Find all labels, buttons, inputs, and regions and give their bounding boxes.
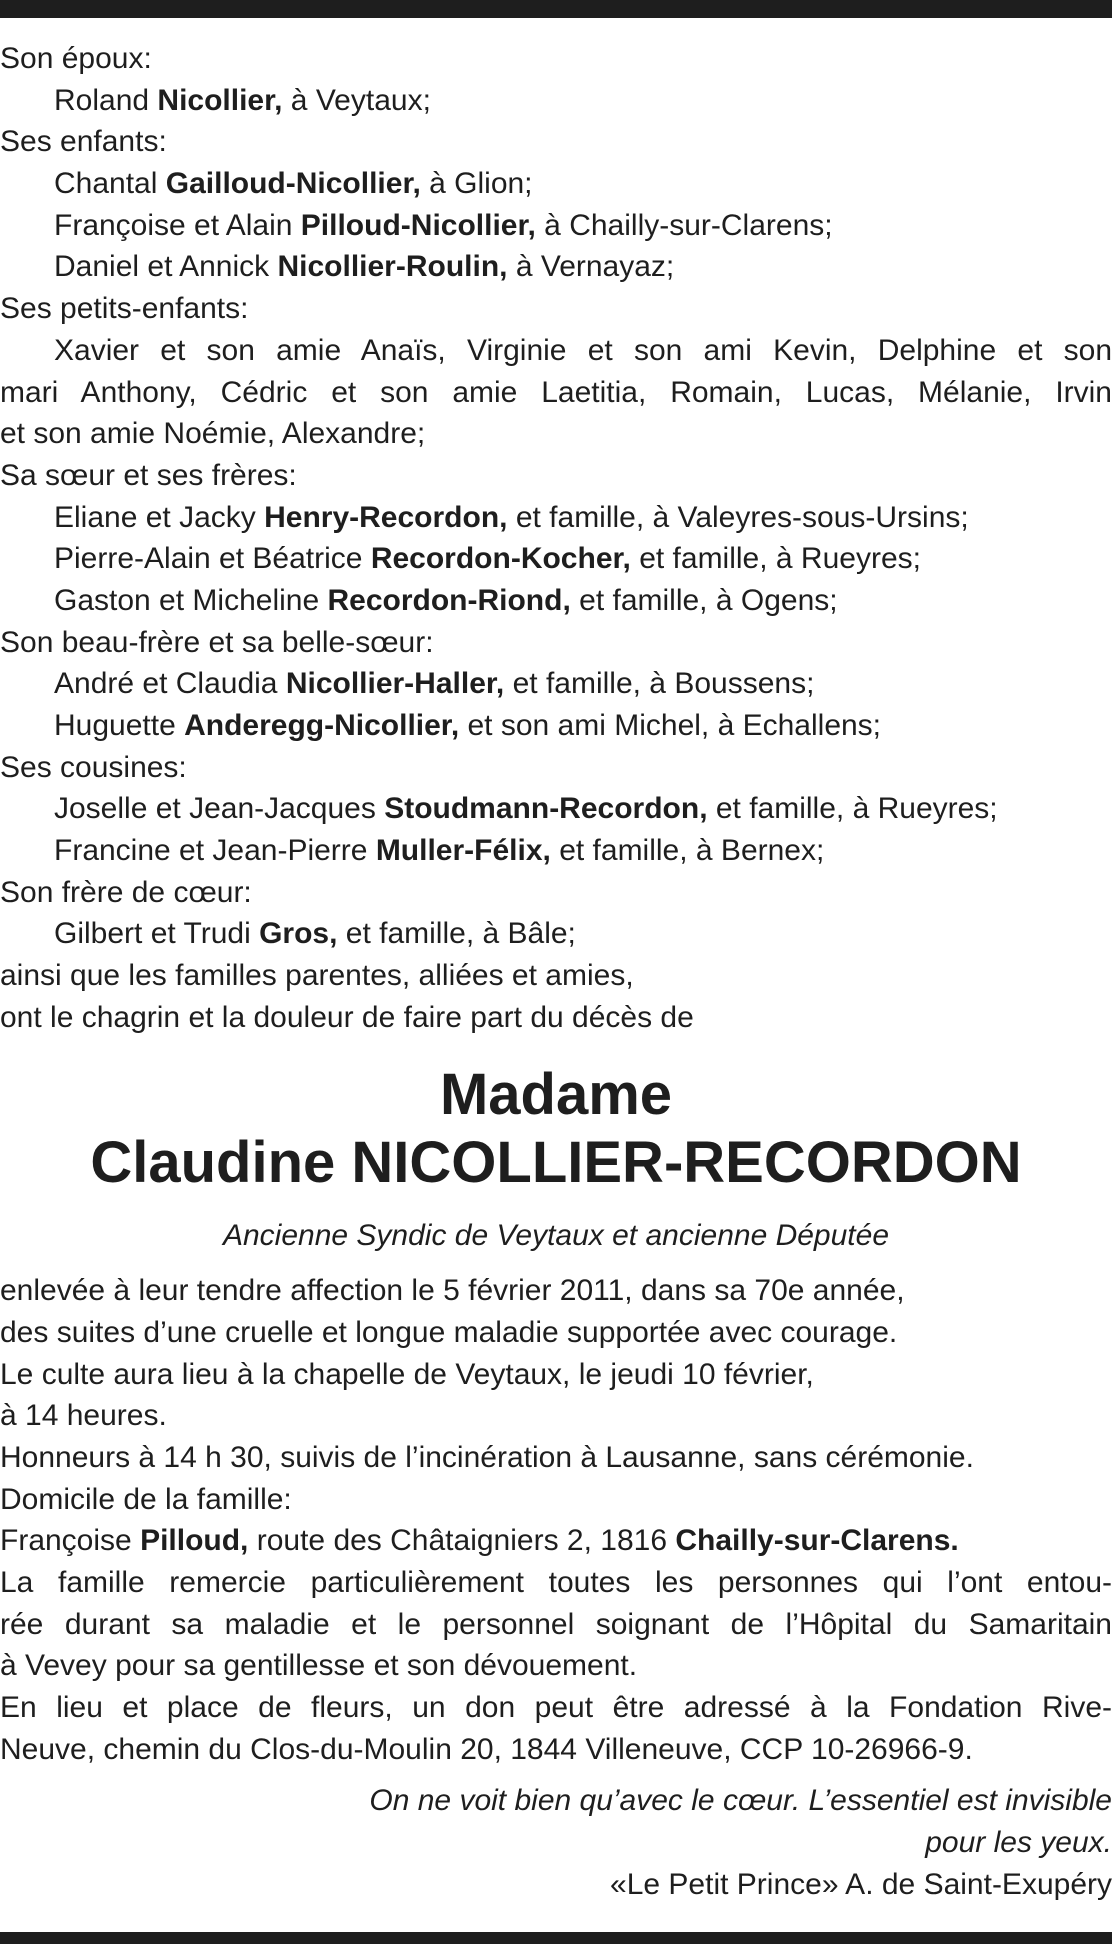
family-member-line: [0, 955, 1112, 997]
detail-line: [0, 1604, 1112, 1646]
text: Xavier et son amie Anaïs, Virginie et son ami Kevin, Delphine et son: [54, 333, 1112, 367]
text: et famille, à Rueyres;: [707, 792, 998, 826]
detail-line: [0, 1395, 1112, 1437]
text: à Vevey pour sa gentillesse et son dévouement.: [0, 1649, 638, 1683]
name-bold: Chailly-sur-Clarens.: [675, 1524, 959, 1558]
family-member-line: [0, 246, 1112, 288]
text: enlevée à leur tendre affection le 5 février 2011, dans sa 70e année,: [0, 1274, 905, 1308]
text: Francine et Jean-Pierre: [54, 834, 376, 868]
section-heading: Son beau-frère et sa belle-sœur:: [0, 625, 434, 659]
text: mari Anthony, Cédric et son amie Laetitia, Romain, Lucas, Mélanie, Irvin: [0, 375, 1112, 409]
text: et famille, à Ogens;: [570, 583, 838, 617]
family-member-line: [0, 80, 1112, 122]
text: Eliane et Jacky: [54, 500, 265, 534]
name-bold: Gros,: [259, 917, 338, 951]
name-bold: Pilloud-Nicollier,: [300, 208, 536, 242]
family-member-line: [0, 497, 1112, 539]
family-member-line: [0, 663, 1112, 705]
text: à Chailly-sur-Clarens;: [535, 208, 833, 242]
detail-line: [0, 1479, 1112, 1521]
bottom-rule: [0, 1932, 1112, 1944]
text: André et Claudia: [54, 667, 286, 701]
section-heading: Son frère de cœur:: [0, 875, 252, 909]
family-member-line: [0, 788, 1112, 830]
name-bold: Muller-Félix,: [375, 834, 551, 868]
detail-line: [0, 1729, 1112, 1771]
section-heading: Ses cousines:: [0, 750, 187, 784]
text: à Veytaux;: [282, 83, 431, 117]
text: Pierre-Alain et Béatrice: [54, 542, 371, 576]
detail-line: [0, 1354, 1112, 1396]
detail-line: [0, 1437, 1112, 1479]
detail-line: [0, 1687, 1112, 1729]
text: Honneurs à 14 h 30, suivis de l’incinération à Lausanne, sans cérémonie.: [0, 1440, 974, 1474]
death-notice: [0, 38, 1112, 1906]
top-rule: [0, 0, 1112, 18]
name-bold: Nicollier-Roulin,: [277, 250, 508, 284]
text: rée durant sa maladie et le personnel soignant de l’Hôpital du Samaritain: [0, 1607, 1112, 1641]
funeral-details: [0, 1270, 1112, 1770]
name-bold: Recordon-Riond,: [327, 583, 571, 617]
text: Joselle et Jean-Jacques: [54, 792, 385, 826]
family-member-line: [0, 538, 1112, 580]
text: et famille, à Rueyres;: [630, 542, 921, 576]
detail-line: [0, 1562, 1112, 1604]
name-bold: Anderegg-Nicollier,: [184, 709, 460, 742]
name-bold: Gailloud-Nicollier,: [165, 167, 421, 201]
text: En lieu et place de fleurs, un don peut être adressé à la Fondation Rive-: [0, 1691, 1112, 1725]
text: Huguette: [54, 709, 185, 742]
quote-source: «Le Petit Prince» A. de Saint-Exupéry: [610, 1867, 1112, 1901]
text: à Glion;: [420, 167, 533, 201]
family-member-line: [0, 997, 1112, 1039]
name-bold: Henry-Recordon,: [264, 500, 508, 534]
text: Neuve, chemin du Clos-du-Moulin 20, 1844 Villeneuve, CCP 10-26966-9.: [0, 1732, 973, 1766]
name-bold: Pilloud,: [140, 1524, 249, 1558]
text: Gaston et Micheline: [54, 583, 328, 617]
deceased-title: Madame: [439, 1061, 673, 1127]
text: Chantal: [54, 167, 166, 201]
family-member-line: [0, 163, 1112, 205]
text: à Vernayaz;: [507, 250, 675, 284]
text: route des Châtaigniers 2, 1816: [248, 1524, 676, 1558]
name-bold: Nicollier-Haller,: [285, 667, 505, 701]
section-heading: Sa sœur et ses frères:: [0, 458, 297, 492]
text: et famille, à Bernex;: [550, 834, 825, 868]
detail-line: [0, 1520, 1112, 1562]
family-member-line: [0, 372, 1112, 414]
quote-line-1: On ne voit bien qu’avec le cœur. L’essentiel est invisible: [369, 1784, 1112, 1818]
text: des suites d’une cruelle et longue maladie supportée avec courage.: [0, 1315, 898, 1349]
family-member-line: [0, 705, 1112, 747]
family-member-line: [0, 580, 1112, 622]
deceased-subtitle: Ancienne Syndic de Veytaux et ancienne Députée: [222, 1218, 890, 1252]
section-heading: Son époux:: [0, 42, 152, 75]
quote-line-2: pour les yeux.: [925, 1826, 1112, 1860]
text: et son ami Michel, à Echallens;: [459, 709, 882, 742]
text: Roland: [54, 83, 158, 117]
text: Françoise et Alain: [54, 208, 301, 242]
name-bold: Recordon-Kocher,: [370, 542, 631, 576]
text: ont le chagrin et la douleur de faire part du décès de: [0, 1000, 694, 1034]
family-list: [0, 38, 1112, 1039]
text: Le culte aura lieu à la chapelle de Veytaux, le jeudi 10 février,: [0, 1357, 814, 1391]
text: Domicile de la famille:: [0, 1482, 292, 1516]
text: et son amie Noémie, Alexandre;: [0, 417, 426, 451]
name-bold: Stoudmann-Recordon,: [384, 792, 708, 826]
text: ainsi que les familles parentes, alliées et amies,: [0, 959, 634, 993]
text: La famille remercie particulièrement toutes les personnes qui l’ont entou-: [0, 1566, 1112, 1599]
text: Françoise: [0, 1524, 141, 1558]
section-heading: Ses enfants:: [0, 125, 167, 159]
text: et famille, à Bâle;: [337, 917, 576, 951]
detail-line: [0, 1312, 1112, 1354]
text: Daniel et Annick: [54, 250, 278, 284]
name-bold: Nicollier,: [157, 83, 283, 117]
text: Gilbert et Trudi: [54, 917, 260, 951]
family-member-line: [0, 913, 1112, 955]
detail-line: [0, 1645, 1112, 1687]
family-member-line: [0, 205, 1112, 247]
text: à 14 heures.: [0, 1399, 167, 1433]
family-member-line: [0, 413, 1112, 455]
section-heading: Ses petits-enfants:: [0, 292, 249, 326]
deceased-name: Claudine NICOLLIER-RECORDON: [90, 1129, 1022, 1195]
family-member-line: [0, 830, 1112, 872]
family-member-line: [0, 330, 1112, 372]
text: et famille, à Boussens;: [504, 667, 815, 701]
text: et famille, à Valeyres-sous-Ursins;: [507, 500, 969, 534]
detail-line: [0, 1270, 1112, 1312]
